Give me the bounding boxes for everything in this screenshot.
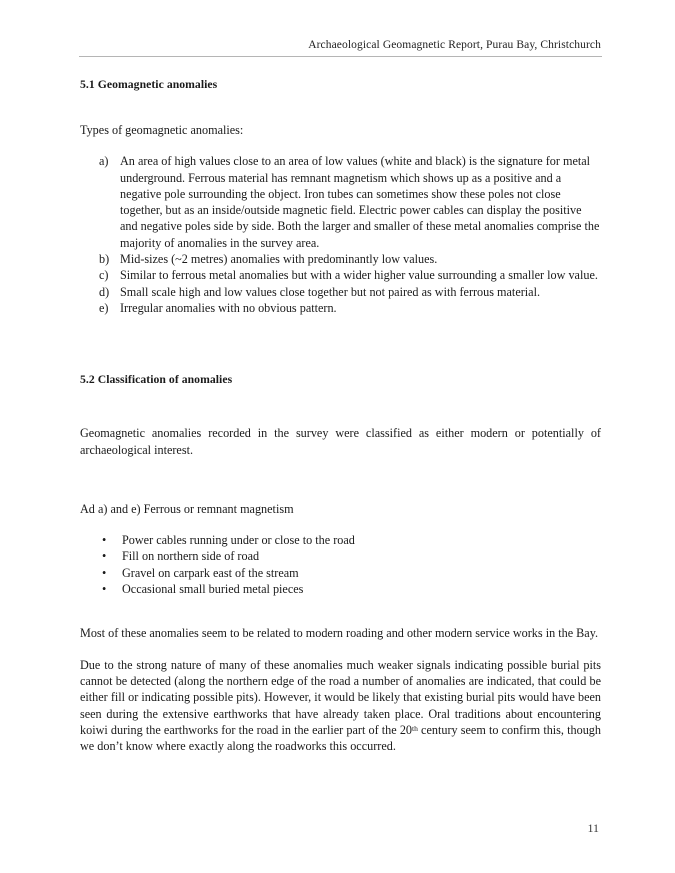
bullet-icon: • (102, 549, 107, 564)
list-item (80, 300, 601, 316)
spacer (80, 387, 601, 425)
page-number: 11 (587, 821, 599, 835)
bullet-icon: • (102, 533, 107, 548)
modern-works-paragraph: Most of these anomalies seem to be related to modern roading and other modern service works in the Bay. (80, 626, 599, 641)
list-item-text: An area of high values close to an area of low values (white and black) is the signature for metal underground. Ferrous material has remnant magnetism which shows up as a positive and a negative pole surrounding the object. Iron tubes can sometimes show these poles not close together, but as an inside/outside magnetic field. Electric power cables can display the positive and negative poles side by side. Both the larger and smaller of these metal anomalies comprise the majority of anomalies in the survey area. (120, 154, 600, 250)
list-item (80, 581, 601, 597)
list-item-marker: b) (99, 252, 110, 267)
ferrous-sources-list (80, 532, 601, 597)
spacer (80, 517, 601, 532)
list-item-marker: a) (99, 154, 109, 169)
list-item-text: Gravel on carpark east of the stream (122, 565, 299, 580)
document-body (80, 78, 601, 754)
burial-pits-text-part2: century seem to confirm this, though we don’t know where exactly along the roadworks this occurred. (80, 722, 601, 754)
heading-5-2: 5.2 Classification of anomalies (80, 373, 233, 387)
burial-pits-paragraph (80, 657, 601, 755)
bullet-icon: • (102, 582, 107, 597)
list-item (80, 267, 601, 283)
classification-intro: Geomagnetic anomalies recorded in the survey were classified as either modern or potentially of archaeological interest. (80, 426, 601, 457)
list-item-text: Small scale high and low values close together but not paired as with ferrous material. (120, 284, 541, 299)
header-divider (79, 56, 602, 57)
spacer (80, 316, 601, 373)
list-item-marker: d) (99, 284, 110, 299)
anomaly-types-intro: Types of geomagnetic anomalies: (80, 123, 244, 137)
spacer (80, 597, 601, 625)
running-header-text: Archaeological Geomagnetic Report, Purau Bay, Christchurch (308, 39, 601, 51)
list-item-marker: e) (99, 300, 109, 315)
spacer (80, 138, 601, 153)
ordinal-suffix: th (412, 723, 418, 733)
list-item (80, 284, 601, 300)
list-item-text: Irregular anomalies with no obvious pattern. (120, 300, 337, 315)
spacer (80, 458, 601, 501)
list-item (80, 548, 601, 564)
list-item (80, 251, 601, 267)
list-item-text: Occasional small buried metal pieces (122, 582, 304, 597)
list-item-text: Similar to ferrous metal anomalies but with a wider higher value surrounding a smaller low value. (120, 268, 598, 283)
bullet-icon: • (102, 565, 107, 580)
spacer (80, 92, 601, 122)
list-item-text: Fill on northern side of road (122, 549, 260, 564)
running-header (79, 38, 602, 57)
list-item-text: Power cables running under or close to the road (122, 533, 355, 548)
burial-pits-text-part1: Due to the strong nature of many of these anomalies much weaker signals indicating possible burial pits cannot be detected (along the northern edge of the road a number of anomalies are indicated, that could be either fill or indicating possible pits). However, it would be likely that existing burial pits would have been seen during the extensive earthworks that have already taken place. Oral traditions about encountering koiwi during the earthworks for the road in the earlier part of the 20 (80, 657, 601, 737)
anomaly-types-list (80, 153, 601, 316)
spacer (80, 642, 601, 657)
classification-subheading: Ad a) and e) Ferrous or remnant magnetism (80, 501, 294, 516)
list-item (80, 532, 601, 548)
list-item (80, 565, 601, 581)
list-item (80, 153, 601, 251)
heading-5-1: 5.1 Geomagnetic anomalies (80, 78, 218, 91)
list-item-text: Mid-sizes (~2 metres) anomalies with predominantly low values. (120, 252, 438, 267)
list-item-marker: c) (99, 268, 109, 283)
